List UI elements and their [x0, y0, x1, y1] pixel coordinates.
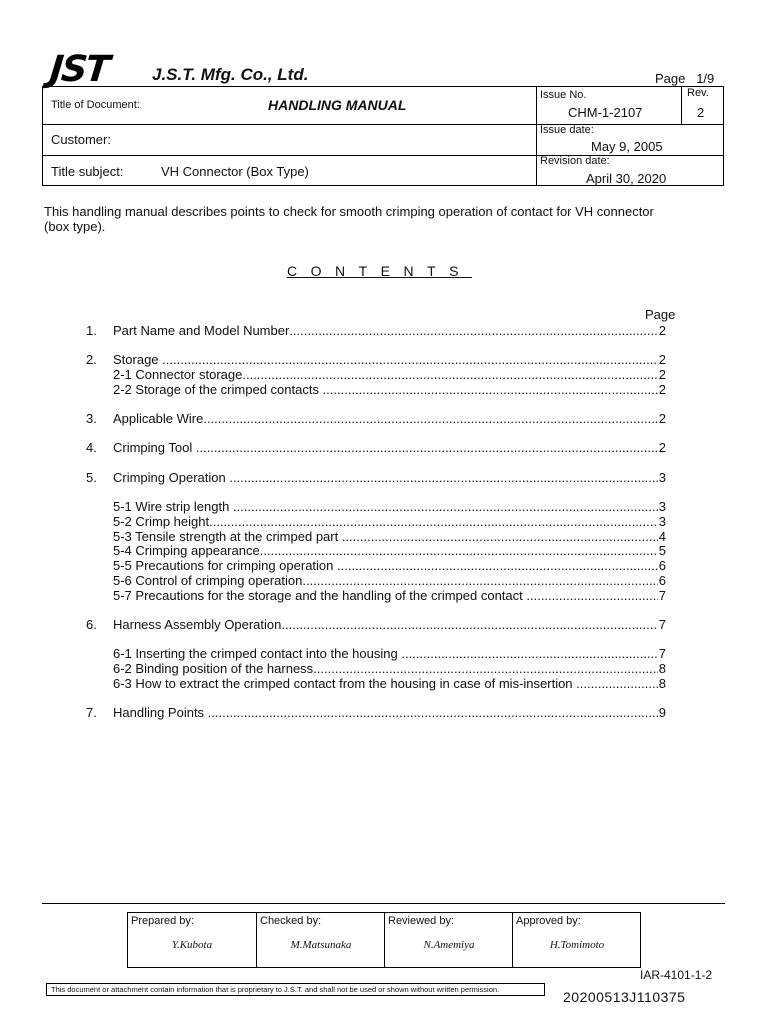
toc-entry-number: 3. [86, 411, 97, 426]
toc-entry-page: 2 [658, 411, 666, 426]
toc-entry-title: Crimping Operation [113, 470, 230, 485]
rev-value: 2 [697, 105, 705, 120]
toc-entry-page: 2 [658, 323, 666, 338]
toc-entry [113, 705, 666, 720]
toc-entry [113, 617, 666, 632]
approver-signature: M.Matsunaka [290, 939, 352, 951]
toc-entry-page: 6 [658, 573, 666, 588]
toc-entry-title: 6-3 How to extract the crimped contact from the housing in case of mis-insertion [113, 676, 577, 691]
toc-entry [113, 470, 666, 485]
toc-entry-title: Applicable Wire [113, 411, 204, 426]
toc-entry-page: 2 [658, 352, 666, 367]
document-info-table [42, 86, 724, 186]
toc-entry-number: 2. [86, 352, 97, 367]
toc-entry-page: 7 [658, 588, 666, 603]
toc-entry-page: 8 [658, 676, 666, 691]
toc-entry [113, 382, 666, 397]
toc-leader-dots [209, 514, 658, 529]
approver-signature: N.Amemiya [423, 939, 475, 951]
toc-entry-title: 5-7 Precautions for the storage and the handling of the crimped contact [113, 588, 527, 603]
toc-entry-title: 5-1 Wire strip length [113, 499, 233, 514]
toc-entry [113, 573, 666, 588]
toc-entry-page: 8 [658, 661, 666, 676]
toc-entry-title: Handling Points [113, 705, 208, 720]
subject-label: Title subject: [51, 164, 124, 179]
toc-leader-dots [401, 646, 657, 661]
toc-entry [113, 514, 666, 529]
toc-entry-title: 6-2 Binding position of the harness [113, 661, 314, 676]
toc-leader-dots [302, 573, 657, 588]
toc-entry-page: 2 [658, 367, 666, 382]
company-name: J.S.T. Mfg. Co., Ltd. [152, 65, 309, 84]
toc-entry [113, 646, 666, 661]
title-label: Title of Document: [51, 99, 140, 111]
toc-entry [113, 543, 666, 558]
toc-leader-dots [337, 558, 658, 573]
toc-leader-dots [242, 367, 657, 382]
toc-entry-title: 5-3 Tensile strength at the crimped part [113, 529, 342, 544]
toc-leader-dots [162, 352, 658, 367]
toc-entry [113, 352, 666, 367]
toc-entry [113, 323, 666, 338]
approval-table [127, 912, 641, 968]
approval-role-label: Reviewed by: [388, 915, 455, 927]
toc-leader-dots [208, 705, 658, 720]
toc-entry-title: Part Name and Model Number [113, 323, 290, 338]
toc-entry-page: 3 [658, 499, 666, 514]
footer-divider [42, 903, 725, 904]
toc-entry-number: 1. [86, 323, 97, 338]
toc-entry [113, 499, 666, 514]
toc-entry-title: 5-4 Crimping appearance [113, 543, 260, 558]
toc-entry-title: 5-2 Crimp height [113, 514, 210, 529]
approval-cell [128, 913, 256, 967]
toc-entry [113, 588, 666, 603]
approver-signature: Y.Kubota [171, 939, 213, 951]
toc-leader-dots [281, 617, 657, 632]
toc-entry-page: 2 [658, 440, 666, 455]
toc-leader-dots [229, 470, 657, 485]
toc-entry [113, 558, 666, 573]
toc-page-header: Page [645, 307, 676, 322]
approval-cell [512, 913, 641, 967]
page-number: Page 1/9 [655, 71, 715, 86]
toc-entry [113, 367, 666, 382]
toc-leader-dots [233, 499, 658, 514]
jst-logo: JST [47, 49, 111, 90]
toc-entry [113, 411, 666, 426]
issue-no-value: CHM-1-2107 [568, 105, 643, 120]
toc-entry [113, 529, 666, 544]
toc-entry-page: 3 [658, 470, 666, 485]
toc-entry [113, 661, 666, 676]
toc-entry-title: Crimping Tool [113, 440, 196, 455]
toc-entry-page: 3 [658, 514, 666, 529]
toc-entry-number: 7. [86, 705, 97, 720]
toc-entry [113, 440, 666, 455]
customer-label: Customer: [51, 132, 111, 147]
issue-date-label: Issue date: [540, 124, 594, 136]
form-number: IAR-4101-1-2 [640, 968, 713, 982]
document-title: HANDLING MANUAL [268, 97, 407, 113]
subject-value: VH Connector (Box Type) [161, 164, 309, 179]
revision-date-value: April 30, 2020 [586, 171, 667, 186]
approval-cell [384, 913, 513, 967]
toc-leader-dots [196, 440, 658, 455]
toc-leader-dots [289, 323, 657, 338]
toc-entry-title: 2-2 Storage of the crimped contacts [113, 382, 323, 397]
toc-leader-dots [526, 588, 657, 603]
toc-entry-title: 2-1 Connector storage [113, 367, 243, 382]
toc-entry-title: 5-5 Precautions for crimping operation [113, 558, 338, 573]
toc-leader-dots [576, 676, 658, 691]
toc-entry-title: Storage [113, 352, 163, 367]
intro-paragraph: This handling manual describes points to check for smooth crimping operation of contact for VH connector (box type). [44, 204, 654, 234]
approval-role-label: Checked by: [260, 915, 322, 927]
toc-entry-title: Harness Assembly Operation [113, 617, 282, 632]
toc-leader-dots [260, 543, 658, 558]
revision-date-label: Revision date: [540, 155, 610, 167]
toc-leader-dots [313, 661, 658, 676]
issue-no-label: Issue No. [540, 89, 587, 101]
toc-entry-page: 5 [658, 543, 666, 558]
toc-entry-number: 4. [86, 440, 97, 455]
approval-role-label: Approved by: [516, 915, 581, 927]
toc-leader-dots [342, 529, 658, 544]
approval-role-label: Prepared by: [131, 915, 194, 927]
toc-leader-dots [323, 382, 658, 397]
toc-entry-number: 6. [86, 617, 97, 632]
toc-entry [113, 676, 666, 691]
proprietary-notice: This document or attachment contain information that is proprietary to J.S.T. and shall not be used or shown without written permission. [46, 983, 545, 996]
toc-entry-page: 6 [658, 558, 666, 573]
contents-heading: CONTENTS [287, 263, 472, 279]
toc-leader-dots [203, 411, 657, 426]
toc-entry-page: 9 [658, 705, 666, 720]
approval-cell [256, 913, 385, 967]
toc-entry-number: 5. [86, 470, 97, 485]
toc-entry-page: 2 [658, 382, 666, 397]
toc-entry-page: 7 [658, 617, 666, 632]
toc-entry-title: 6-1 Inserting the crimped contact into the housing [113, 646, 402, 661]
document-stamp: 20200513J110375 [563, 989, 686, 1005]
toc-entry-page: 7 [658, 646, 666, 661]
approver-signature: H.Tomimoto [549, 939, 605, 951]
rev-label: Rev. [687, 87, 709, 99]
toc-entry-page: 4 [658, 529, 666, 544]
toc-entry-title: 5-6 Control of crimping operation [113, 573, 303, 588]
issue-date-value: May 9, 2005 [591, 139, 663, 154]
